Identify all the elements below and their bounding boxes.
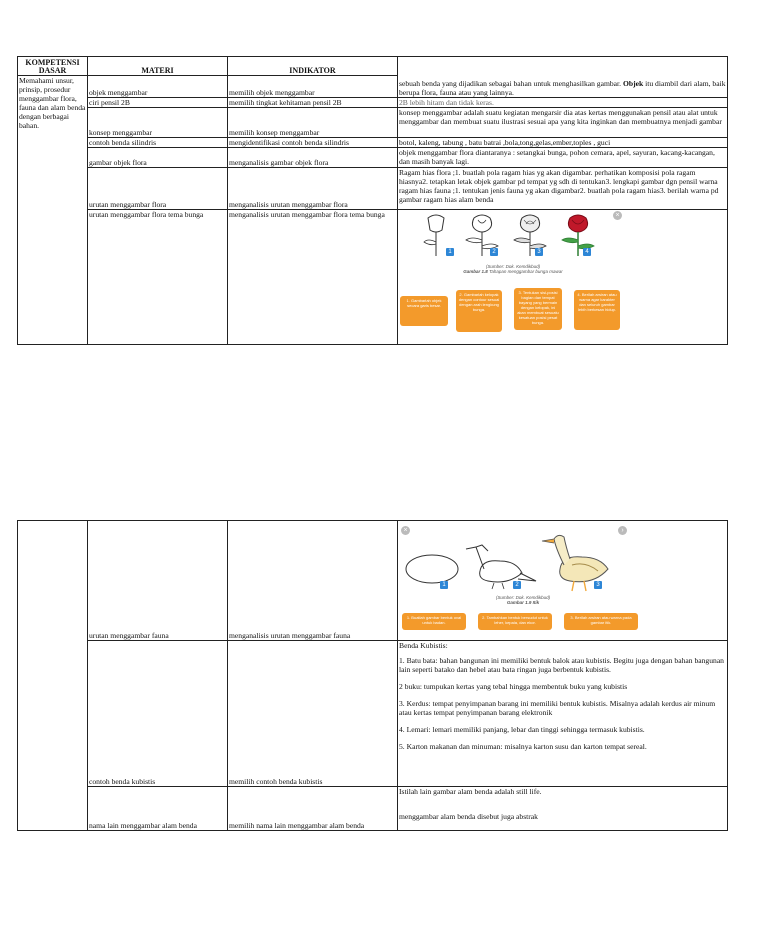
indikator-row-7: menganalisis urutan menggambar flora tema bunga [228,210,398,345]
materi-row-2: ciri pensil 2B [88,98,228,108]
step-badge-3: 3 [535,248,543,256]
materi-row-5: gambar objek flora [88,148,228,168]
materi-alam-benda: nama lain menggambar alam benda [88,787,228,831]
header-kompetensi: KOMPETENSI DASAR [18,57,88,76]
kubistis-item-4: 4. Lemari: lemari memiliki panjang, lebar dan tinggi sehingga termasuk kubistis. [399,725,645,734]
indikator-row-4: mengidentifikasi contoh benda silindris [228,138,398,148]
bird-badge-2: 2 [513,581,521,589]
kubistis-item-1: 1. Batu bata: bahan bangunan ini memiliki bentuk balok atau kubistis. Begitu juga dengan bahan bangunan lain seperti batako dan hebel atau bata ringan juga berbentuk kubistis. [399,656,724,674]
rose-steps-figure [398,210,626,343]
bird-step-1-image [404,551,464,591]
figure-caption-bold: Gambar 1.8 [463,269,488,274]
materi-row-7: urutan menggambar flora tema bunga [88,210,228,345]
intro-bold: Objek [622,79,644,88]
intro-text: sebuah benda yang dijadikan sebagai bahan untuk menghasilkan gambar. [399,79,622,88]
indikator-row-2: memilih tingkat kehitaman pensil 2B [228,98,398,108]
bird-badge-3: 3 [594,581,602,589]
indikator-row-6: menganalisis urutan menggambar flora [228,168,398,210]
indikator-kubistis: memilih contoh benda kubistis [228,641,398,787]
materi-fauna: urutan menggambar fauna [88,521,228,641]
flower-figure-cell [398,210,728,345]
figure-source: (Sumber: Dok. Kemdikbud) [485,264,541,269]
bird-figure-cell [398,521,728,641]
kompetensi-empty-cell [18,521,88,831]
kubistis-cell [398,641,728,787]
intro-cell [398,57,728,98]
keterangan-row-2: 2B lebih hitam dan tidak keras. [398,98,728,108]
kubistis-item-2: 2 buku: tumpukan kertas yang tebal hingga membentuk buku yang kubistis [399,682,628,691]
materi-row-6: urutan menggambar flora [88,168,228,210]
rose-step-3-text: 3. Tentukan sisi-posisi bagian dan tempat bayang yang bermain dengan kelopak, ini akan membuat sesuatu kesatuan posisi pesat bunga. [514,288,562,330]
previous-icon[interactable]: × [401,526,410,535]
bird-step-2-image [460,541,540,591]
alam-benda-text-1: Istilah lain gambar alam benda adalah still life. [399,787,542,796]
indikator-row-3: memilih konsep menggambar [228,108,398,138]
materi-row-4: contoh benda silindris [88,138,228,148]
keterangan-row-6: Ragam hias flora ;1. buatlah pola ragam hias yg akan digambar. perhatikan komposisi pola ragam hiasnya2. tetapkan letak objek gambar pd tempat yg sdh di tentukan3. lengkapi gambar dgn pensil warna ragam hias fauna ;1. tentukan jenis fauna yg akan digambar2. buatlah pola ragam hias3. berilah warna pd gambar ragam hias alam benda [398,168,728,210]
indikator-row-1: memilih objek menggambar [228,76,398,98]
bird-figure-source: (Sumber: Dok. Kemdikbud) [495,595,551,600]
rose-step-1-text: 1. Gambarlah objek secara garis besar. [400,296,448,326]
materi-row-1: objek menggambar [88,76,228,98]
intro-rest: itu diambil dari alam, baik berupa flora, fauna atau yang lainnya. [399,79,726,97]
competency-table-1 [17,56,728,345]
alam-benda-text-2: menggambar alam benda disebut juga abstrak [399,812,538,821]
step-badge-1: 1 [446,248,454,256]
figure-caption-text: Tahapan menggambar bunga mawar [489,269,563,274]
bird-step-1-text: 1. Buatlah gambar bentuk oval untuk badan. [402,613,466,630]
kubistis-item-5: 5. Karton makanan dan minuman: misalnya karton susu dan karton tempat sereal. [399,742,647,751]
rose-step-4-text: 4. Berilah arsiran atau warna agar karakter dan seluruh gambar lebih berkesan hidup. [574,290,620,330]
figure-caption [448,269,578,274]
keterangan-row-5: objek menggambar flora diantaranya : setangkai bunga, pohon cemara, apel, sayuran, kacang-kacangan, dan masih banyak lagi. [398,148,728,168]
bird-badge-1: 1 [440,581,448,589]
competency-table-2 [17,520,728,831]
close-icon[interactable]: × [613,211,622,220]
bird-steps-figure [398,521,644,639]
header-materi: MATERI [88,57,228,76]
keterangan-row-3: konsep menggambar adalah suatu kegiatan mengarsir dia atas kertas menggunakan pensil atau alat untuk menggambar dan membuat suatu ilustrasi sesuai apa yang kita inginkan dan membuatnya menjadi gambar [398,108,728,138]
rose-step-2-text: 2. Gambarlah kelopak dengan contour sesuai dengan arah lengkung bunga. [456,290,502,332]
kubistis-title: Benda Kubistis: [399,641,448,650]
next-icon[interactable]: › [618,526,627,535]
bird-figure-caption: Gambar 1.9 Itik [506,600,540,605]
step-badge-2: 2 [490,248,498,256]
step-badge-4: 4 [583,248,591,256]
header-indikator: INDIKATOR [228,57,398,76]
kubistis-item-3: 3. Kerdus: tempat penyimpanan barang ini memiliki bentuk kubistis. Misalnya adalah kerdus air minum atau kertas tempat penyimpanan barang elektronik [399,699,716,717]
indikator-alam-benda: memilih nama lain menggambar alam benda [228,787,398,831]
alam-benda-cell [398,787,728,831]
materi-row-3: konsep menggambar [88,108,228,138]
bird-step-3-text: 3. Berilah arsiran atau warna pada gambar itik. [564,613,638,630]
bird-step-3-image [538,529,618,593]
kompetensi-dasar-cell: Memahami unsur, prinsip, prosedur menggambar flora, fauna dan alam benda dengan berbagai bahan. [18,76,88,345]
bird-step-2-text: 2. Tambahkan bentuk bersudut untuk leher, kepala, dan ekor. [478,613,552,630]
keterangan-row-4: botol, kaleng, tabung , batu batrai ,bola,tong,gelas,ember,toples , guci [398,138,728,148]
indikator-row-5: menganalisis gambar objek flora [228,148,398,168]
indikator-fauna: menganalisis urutan menggambar fauna [228,521,398,641]
materi-kubistis: contoh benda kubistis [88,641,228,787]
